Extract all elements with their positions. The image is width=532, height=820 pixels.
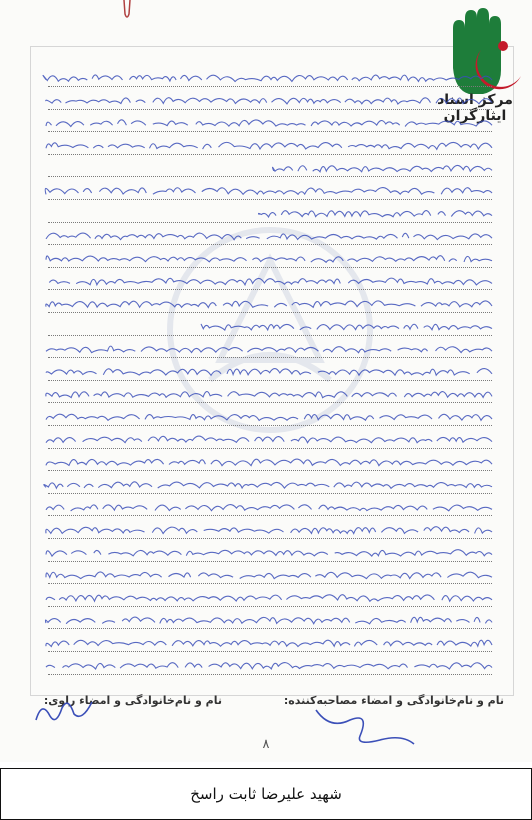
handwritten-line <box>43 75 492 82</box>
handwritten-line <box>42 278 492 285</box>
handwritten-line <box>46 120 492 127</box>
narrator-signature <box>32 690 102 730</box>
handwritten-line <box>46 98 492 104</box>
handwritten-line <box>46 572 492 579</box>
handwritten-line <box>46 392 492 398</box>
handwritten-line <box>46 527 492 534</box>
handwritten-line <box>46 301 492 308</box>
handwritten-line <box>46 505 492 511</box>
handwritten-line <box>201 324 492 330</box>
caption-box <box>0 768 532 820</box>
handwritten-line <box>46 550 492 556</box>
handwritten-line <box>44 482 492 488</box>
interviewer-signature-label: نام و نام‌خانوادگی و امضاء مصاحبه‌کننده: <box>283 694 504 707</box>
interviewer-signature <box>310 690 420 750</box>
handwritten-line <box>46 414 492 420</box>
handwritten-line <box>41 640 493 646</box>
handwritten-line <box>273 165 492 171</box>
martyr-name-caption: شهید علیرضا ثابت راسخ <box>190 785 342 803</box>
handwritten-line <box>42 346 492 353</box>
handwritten-line <box>39 188 492 195</box>
narrator-signature-label: نام و نام‌خانوادگی و امضاء راوی: <box>43 694 222 707</box>
handwritten-line <box>46 233 492 240</box>
handwritten-line <box>46 663 492 669</box>
handwritten-line <box>46 369 492 376</box>
handwritten-line <box>45 617 492 624</box>
signature-row <box>30 690 512 720</box>
handwritten-line <box>46 256 492 263</box>
page-number: ۸ <box>262 737 270 752</box>
handwritten-line <box>46 142 492 149</box>
handwritten-line <box>46 459 492 466</box>
handwritten-line <box>259 211 492 217</box>
logo-caption: مرکز اسناد ایثارگران <box>437 92 513 124</box>
handwritten-line <box>42 595 492 602</box>
handwritten-line <box>46 436 492 443</box>
